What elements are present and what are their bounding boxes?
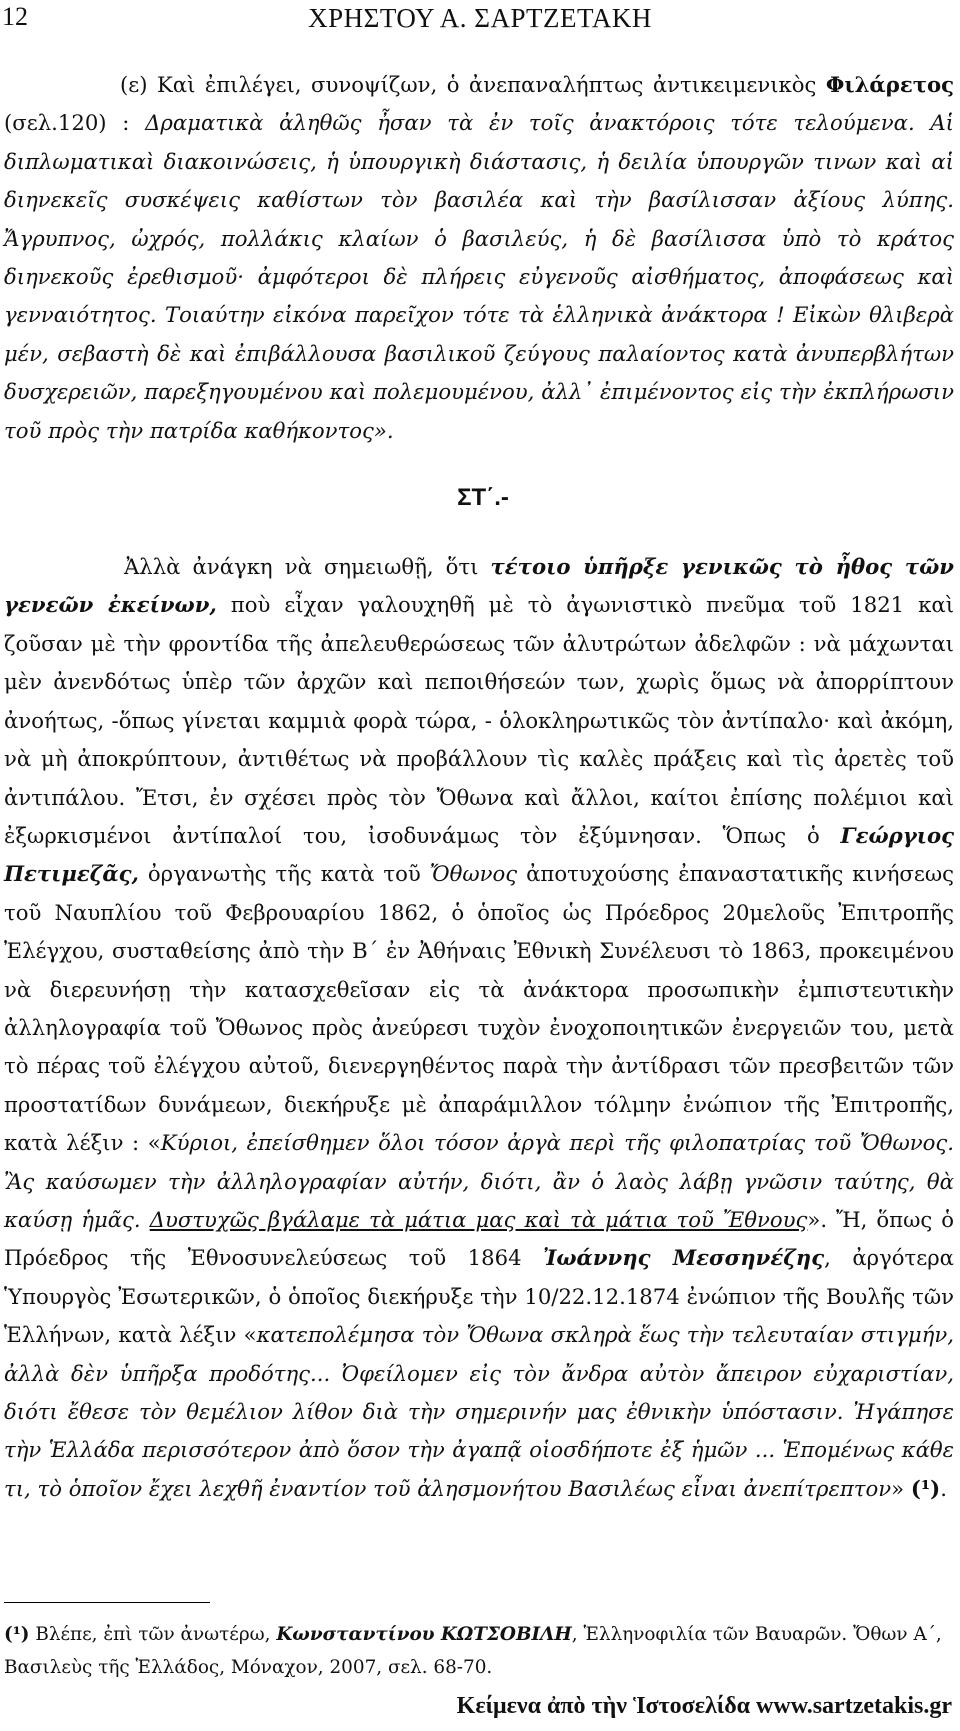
person-name: Ὄθωνος [429, 861, 518, 887]
text: (σελ.120) : [4, 110, 146, 136]
item-lead: (ε) [120, 72, 148, 97]
text: ». Ἤ, ὅπως ὁ Πρόεδρος τῆς Ἐθνοσυνελεύσεως τοῦ 1864 [4, 1206, 954, 1271]
footer-website: Κείμενα ἀπὸ τὴν Ἱστοσελίδα www.sartzetakis.gr [456, 1693, 952, 1719]
text: Βλέπε, ἐπὶ τῶν ἀνωτέρω, [29, 1624, 277, 1645]
emphasis: τέτοιο ὑπῆρξε γενικῶς τὸ ἦθος τῶν γενεῶν ἐκείνων, [4, 554, 954, 618]
text: ἀποτυχούσης ἐπαναστατικῆς κινήσεως τοῦ Ναυπλίου τοῦ Φεβρουαρίου 1862, ὁ ὁποῖος ὡς Πρόεδρος 20μελοῦς Ἐπιτροπῆς Ἐλέγχου, συσταθείσης ἀπὸ τὴν Β΄ ἐν Ἀθήναις Ἐθνικὴ Συνέλευσι τὸ 1863, προκειμένου νὰ διερευνήσῃ τὴν κατασχεθεῖσαν εἰς τὰ ἀνάκτορα προσωπικὴν ἐμπιστευτικὴν ἀλληλογραφία τοῦ Ὄθωνος πρὸς ἀνεύρεσι τυχὸν ἐνοχοποιητικῶν ἐνεργειῶν του, μετὰ τὸ πέρας τοῦ ἐλέγχου αὐτοῦ, διενεργηθέντος παρὰ τὴν ἀντίδρασι τῶν πρεσβειτῶν τῶν προστατίδων δυνάμεων, διεκήρυξε μὲ ἀπαράμιλλον τόλμην ἐνώπιον τῆς Ἐπιτροπῆς, κατὰ λέξιν : « [4, 861, 954, 1156]
footnote-divider [4, 1602, 210, 1603]
text: . [940, 1475, 947, 1501]
section-heading: ΣΤ΄.- [457, 484, 509, 512]
text: » [891, 1475, 911, 1501]
page-number: 12 [2, 2, 28, 31]
text: ποὺ εἶχαν γαλουχηθῆ μὲ τὸ ἀγωνιστικὸ πνεῦμα τοῦ 1821 καὶ ζοῦσαν μὲ τὴν φροντίδα τῆς ἀπελευθερώσεως τῶν ἀλυτρώτων ἀδελφῶν : νὰ μάχωνται μὲν ἀνενδότως ὑπὲρ τῶν ἀρχῶν καὶ πεποιθήσεών των, χωρὶς ὅμως νὰ ἀπορρίπτουν ἀνοήτως, -ὅπως γίνεται καμμιὰ φορὰ τώρα, - ὁλοκληρωτικῶς τὸν ἀντίπαλο· καὶ ἀκόμη, νὰ μὴ ἀποκρύπτουν, ἀντιθέτως νὰ προβάλλουν τὶς καλὲς πράξεις καὶ τὶς ἀρετὲς τοῦ ἀντιπάλου. Ἔτσι, ἐν σχέσει πρὸς τὸν Ὄθωνα καὶ ἄλλοι, καίτοι ἐπίσης πολέμιοι καὶ ἐξωρκισμένοι ἀντίπαλοί του, ἰσοδυνάμως τὸν ἐξύμνησαν. Ὅπως ὁ [4, 592, 955, 848]
footnote-marker: (¹) [4, 1624, 30, 1645]
quotation: κατεπολέμησα τὸν Ὄθωνα σκληρὰ ἕως τὴν τελευταίαν στιγμήν, ἀλλὰ δὲν ὑπῆρξα προδότης... Ὀφείλομεν εἰς τὸν ἄνδρα αὐτὸν ἄπειρον εὐχαριστίαν, διότι ἔθεσε τὸν θεμέλιον λίθον διὰ τὴν σημερινήν μας ἐθνικὴν ὑπόστασιν. Ἠγάπησε τὴν Ἑλλάδα περισσότερον ἀπὸ ὅσον τὴν ἀγαπᾷ οἱοσδήποτε ἐξ ἡμῶν ... Ἑπομένως κάθε τι, τὸ ὁποῖον ἔχει λεχθῆ ἐναντίον τοῦ ἀλησμονήτου Βασιλέως εἶναι ἀνεπίτρεπτον [4, 1322, 954, 1501]
author-name: Κωνσταντίνου ΚΩΤΣΟΒΙΛΗ [276, 1624, 572, 1645]
running-header: ΧΡΗΣΤΟΥ Α. ΣΑΡΤΖΕΤΑΚΗ [308, 3, 652, 33]
author-name: Φιλάρετος [825, 72, 954, 97]
text: , ἀργότερα Ὑπουργὸς Ἐσωτερικῶν, ὁ ὁποῖος διεκήρυξε τὴν 10/22.12.1874 ἐνώπιον τῆς Βουλῆς τῶν Ἑλλήνων, κατὰ λέξιν « [4, 1245, 954, 1348]
text: Καὶ ἐπιλέγει, συνοψίζων, ὁ ἀνεπαναλήπτως ἀντικειμενικὸς [147, 72, 826, 97]
underlined-quotation: Δυστυχῶς βγάλαμε τὰ μάτια μας καὶ τὰ μάτια τοῦ Ἔθνους [149, 1206, 808, 1232]
paragraph-1 [4, 66, 954, 450]
body-text [4, 66, 954, 1508]
text: Ἀλλὰ ἀνάγκη νὰ σημειωθῇ, ὅτι [124, 554, 491, 580]
person-name: Γεώργιος Πετιμεζᾶς, [4, 822, 954, 887]
person-name: Ἰωάννης Μεσσηνέζης [543, 1245, 825, 1271]
text: , Ἑλληνοφιλία τῶν Βαυαρῶν. Ὄθων Α΄, Βασιλεὺς τῆς Ἑλλάδος, Μόναχον, 2007, σελ. 68-70. [4, 1624, 942, 1678]
quotation: Κύριοι, ἐπείσθημεν ὅλοι τόσον ἀργὰ περὶ τῆς φιλοπατρίας τοῦ Ὄθωνος. Ἂς καύσωμεν τὴν ἀλληλογραφίαν αὐτήν, διότι, ἂν ὁ λαὸς λάβῃ γνῶσιν ταύτης, θὰ καύσῃ ἡμᾶς. [4, 1130, 954, 1232]
text: ὀργανωτὴς τῆς κατὰ τοῦ [138, 861, 430, 887]
paragraph-2 [4, 548, 954, 1508]
quotation: Δραματικὰ ἀληθῶς ἦσαν τὰ ἐν τοῖς ἀνακτόροις τότε τελούμενα. Αἱ διπλωματικαὶ διακοινώσεις, ἡ ὑπουργικὴ διάστασις, ἡ δειλία ὑπουργῶν τινων καὶ αἱ διηνεκεῖς συσκέψεις καθίστων τὸν βασιλέα καὶ τὴν βασίλισσαν ἀξίους λύπης. Ἄγρυπνος, ὠχρός, πολλάκις κλαίων ὁ βασιλεύς, ἡ δὲ βασίλισσα ὑπὸ τὸ κράτος διηνεκοῦς ἐρεθισμοῦ· ἀμφότεροι δὲ πλήρεις εὐγενοῦς αἰσθήματος, ἀποφάσεως καὶ γενναιότητος. Τοιαύτην εἰκόνα παρεῖχον τότε τὰ ἑλληνικὰ ἀνάκτορα ! Εἰκὼν θλιβερὰ μέν, σεβαστὴ δὲ καὶ ἐπιβάλλουσα βασιλικοῦ ζεύγους παλαίοντος κατὰ ἀνυπερβλήτων δυσχερειῶν, παρεξηγουμένου καὶ πολεμουμένου, ἀλλ᾽ ἐπιμένοντος εἰς τὴν ἐκπλήρωσιν τοῦ πρὸς τὴν πατρίδα καθήκοντος». [4, 110, 954, 443]
footnote-reference[interactable]: (¹) [910, 1475, 941, 1501]
footnote [4, 1618, 954, 1684]
